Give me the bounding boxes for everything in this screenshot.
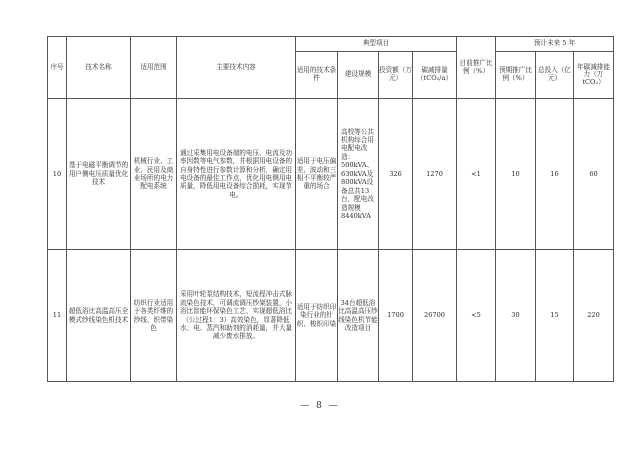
cell-scale: 高校等公共机构综合用电配电改造：500kVA、630kVA及800kVA设备总共13台，配电改造规模8440kVA — [338, 99, 379, 250]
cell-investment: 326 — [379, 99, 413, 250]
cell-emission: 1270 — [413, 99, 457, 250]
page-number: — 8 — — [300, 401, 340, 411]
header-expected-ratio: 预期推广比例（%） — [496, 52, 536, 99]
cell-main-content: 通过采集用电设备端的电压、电流及功率因数等电气参数，并根据用电设备的自身特性进行参数计算和分析，确定用电设备的最佳工作点，优化用电侧用电质量，降低用电设备综合损耗，实现节电。 — [177, 99, 296, 250]
header-scope: 适用范围 — [131, 37, 177, 99]
cell-expected-ratio: 30 — [496, 250, 536, 382]
header-total-investment: 总投入（亿元） — [536, 52, 574, 99]
table-row — [48, 250, 614, 382]
header-emission: 碳减排量（tCO₂/a） — [413, 52, 457, 99]
header-investment: 投资额（万元） — [379, 52, 413, 99]
header-scale: 建设规模 — [338, 52, 379, 99]
header-tech-name: 技术名称 — [67, 37, 131, 99]
cell-tech-name: 超低浴比高温高压全模式纱线染色机技术 — [67, 250, 131, 382]
cell-conditions: 适用于电压偏差、波动和三相不平衡较严重的场合 — [296, 99, 338, 250]
cell-tech-name: 基于电磁平衡调节的用户侧电压质量优化技术 — [67, 99, 131, 250]
header-current-ratio: 目前推广比例（%） — [457, 37, 496, 99]
table-row — [48, 99, 614, 250]
header-capacity: 年碳减排能力（万 tCO₂） — [574, 52, 614, 99]
cell-conditions: 适用于纺织印染行业的针织、梭织印染 — [296, 250, 338, 382]
cell-total-investment: 15 — [536, 250, 574, 382]
cell-main-content: 采用叶轮泵结构技术，短流程冲击式脉流染色技术，可调流调压纱架装置，小浴比智能环保染色工艺，实现超低浴比（公过程1：3）高效染色，显著降低水、电、蒸汽和助剂的消耗量，并大量减少废水排放。 — [177, 250, 296, 382]
cell-index: 10 — [48, 99, 67, 250]
cell-current-ratio: <5 — [457, 250, 496, 382]
cell-scope: 纺织行业适用于各类纤维的纱线、织带染色 — [131, 250, 177, 382]
header-typical-project: 典型项目 — [296, 37, 457, 52]
header-main-content: 主要技术内容 — [177, 37, 296, 99]
cell-capacity: 60 — [574, 99, 614, 250]
header-index: 序号 — [48, 37, 67, 99]
technology-table — [47, 36, 614, 382]
cell-emission: 26700 — [413, 250, 457, 382]
cell-index: 11 — [48, 250, 67, 382]
cell-scope: 机械行业、工业、民用及商业场所的电力配电系统 — [131, 99, 177, 250]
header-forecast: 预计未来 5 年 — [496, 37, 614, 52]
cell-expected-ratio: 10 — [496, 99, 536, 250]
header-conditions: 适用的技术条件 — [296, 52, 338, 99]
cell-investment: 1700 — [379, 250, 413, 382]
cell-total-investment: 16 — [536, 99, 574, 250]
cell-scale: 34台超低浴比高温高压纱线染色机节能改造项目 — [338, 250, 379, 382]
cell-current-ratio: <1 — [457, 99, 496, 250]
cell-capacity: 220 — [574, 250, 614, 382]
